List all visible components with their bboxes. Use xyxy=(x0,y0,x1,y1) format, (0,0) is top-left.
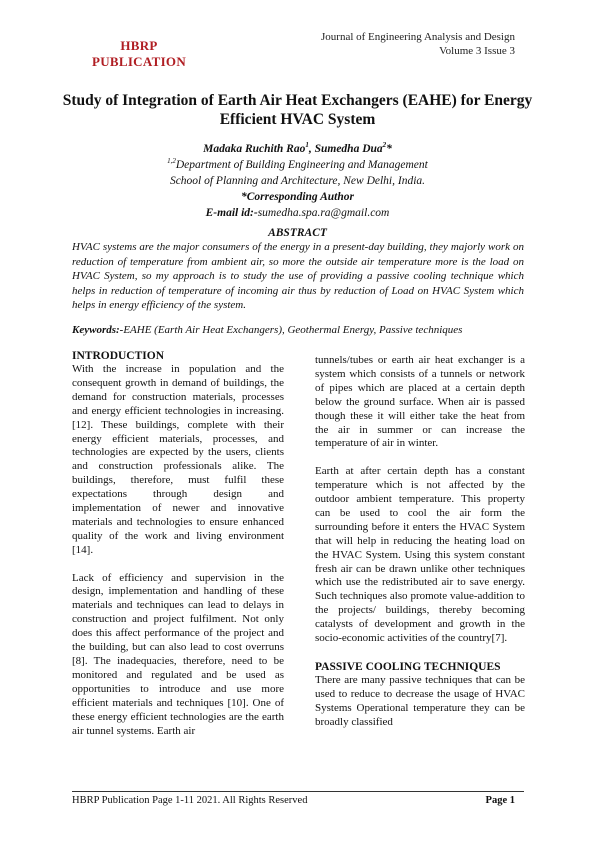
intro-heading: INTRODUCTION xyxy=(72,350,165,362)
affiliation-sup: 1,2 xyxy=(167,157,176,166)
footer-divider xyxy=(72,791,524,792)
email-label: E-mail id:- xyxy=(205,207,258,219)
footer-page-number: Page 1 xyxy=(485,795,515,806)
intro-paragraph-2: Lack of efficiency and supervision in the design, implementation and handling of these materials and techniques can lead to delays in construction and project fulfilment. Not only does this affect performance of the project and the building, but can also lead to cost overruns [8]. The inadequacies, therefore, need to be monitored and regulated and be used as opportunities to introduce and use more efficient materials and techniques [10]. One of these energy efficient technologies are the earth air tunnel systems. Earth air xyxy=(72,571,284,737)
affiliation-department: Department of Building Engineering and Management xyxy=(175,159,428,171)
keywords-text: EAHE (Earth Air Heat Exchangers), Geothermal Energy, Passive techniques xyxy=(123,324,463,336)
journal-header xyxy=(321,30,515,58)
publisher-logo xyxy=(83,38,195,70)
right-paragraph-1: tunnels/tubes or earth air heat exchanger is a system which consists of a tunnels or network of pipes which are placed at a certain depth below the ground surface. When air is passed though these it will either take the heat from the air in summer or can increase the temperature of air in winter. xyxy=(315,354,525,450)
author-1: Madaka Ruchith Rao xyxy=(203,143,306,155)
abstract-text: HVAC systems are the major consumers of the energy in a present-day building, they majorly work on reduction of temperature from ambient air, so more the outside air temperature more is the load on HVAC System, so my approach is to study the use of providing a passive cooling technique which helps in reduction of temperature of incoming air thus by reduction of Load on HVAC System which helps in energy efficiency of the system. xyxy=(72,241,524,312)
left-column xyxy=(72,349,284,738)
journal-volume: Volume 3 Issue 3 xyxy=(439,45,515,57)
affiliation-line-2: School of Planning and Architecture, New Delhi, India. xyxy=(169,175,426,187)
email-line xyxy=(60,205,535,221)
author-2-mark: * xyxy=(386,143,392,155)
keywords-label: Keywords:- xyxy=(72,324,124,336)
paper-title: Study of Integration of Earth Air Heat Exchangers (EAHE) for Energy Efficient HVAC System xyxy=(62,92,533,128)
logo-line-2: PUBLICATION xyxy=(91,54,187,69)
journal-name: Journal of Engineering Analysis and Design xyxy=(321,31,515,43)
author-block xyxy=(60,141,535,221)
right-column xyxy=(315,354,525,730)
keywords xyxy=(72,323,524,337)
author-names xyxy=(60,141,535,157)
intro-paragraph-1: With the increase in population and the consequent growth in demand of buildings, the demand for construction materials, processes and energy efficient technologies in increasing.[12]. These buildings, complete with their energy efficient materials, processes, and technologies are expected by the users, clients and construction professionals alike. The buildings, therefore, must fulfil these expectations through design and implementation of newer and innovative materials and technologies to ensure enhanced quality of the work and living environment [14]. xyxy=(72,363,284,556)
author-2: Sumedha Dua xyxy=(314,143,383,155)
right-paragraph-2: Earth at after certain depth has a constant temperature which is not affected by the outdoor ambient temperature. This property can be used to cool the air form the surrounding before it enters the HVAC System that will help in reducing the heating load on the HVAC System. Using this system constant fresh air can be drawn unlike other techniques which use the redistributed air to save energy. Such techniques also promote value-addition to the projects/ buildings, thereby becoming catalysts of development and growth in the socio-economic activities of the country[7]. xyxy=(315,465,525,645)
author-2-sup: 2 xyxy=(382,141,387,150)
passive-heading: PASSIVE COOLING TECHNIQUES xyxy=(315,660,501,673)
footer-copyright: HBRP Publication Page 1-11 2021. All Rights Reserved xyxy=(72,795,308,806)
email-address: sumedha.spa.ra@gmail.com xyxy=(257,207,390,219)
author-1-sup: 1 xyxy=(305,141,309,150)
corresponding-author: *Corresponding Author xyxy=(240,191,355,203)
abstract-heading: ABSTRACT xyxy=(268,227,327,239)
logo-line-1: HBRP xyxy=(120,38,158,53)
passive-paragraph-1: There are many passive techniques that can be used to reduce to decrease the usage of HVAC Systems Operational temperature they can be broadly classified xyxy=(315,673,525,728)
author-separator: , xyxy=(308,143,315,155)
affiliation-line-1 xyxy=(60,157,535,173)
